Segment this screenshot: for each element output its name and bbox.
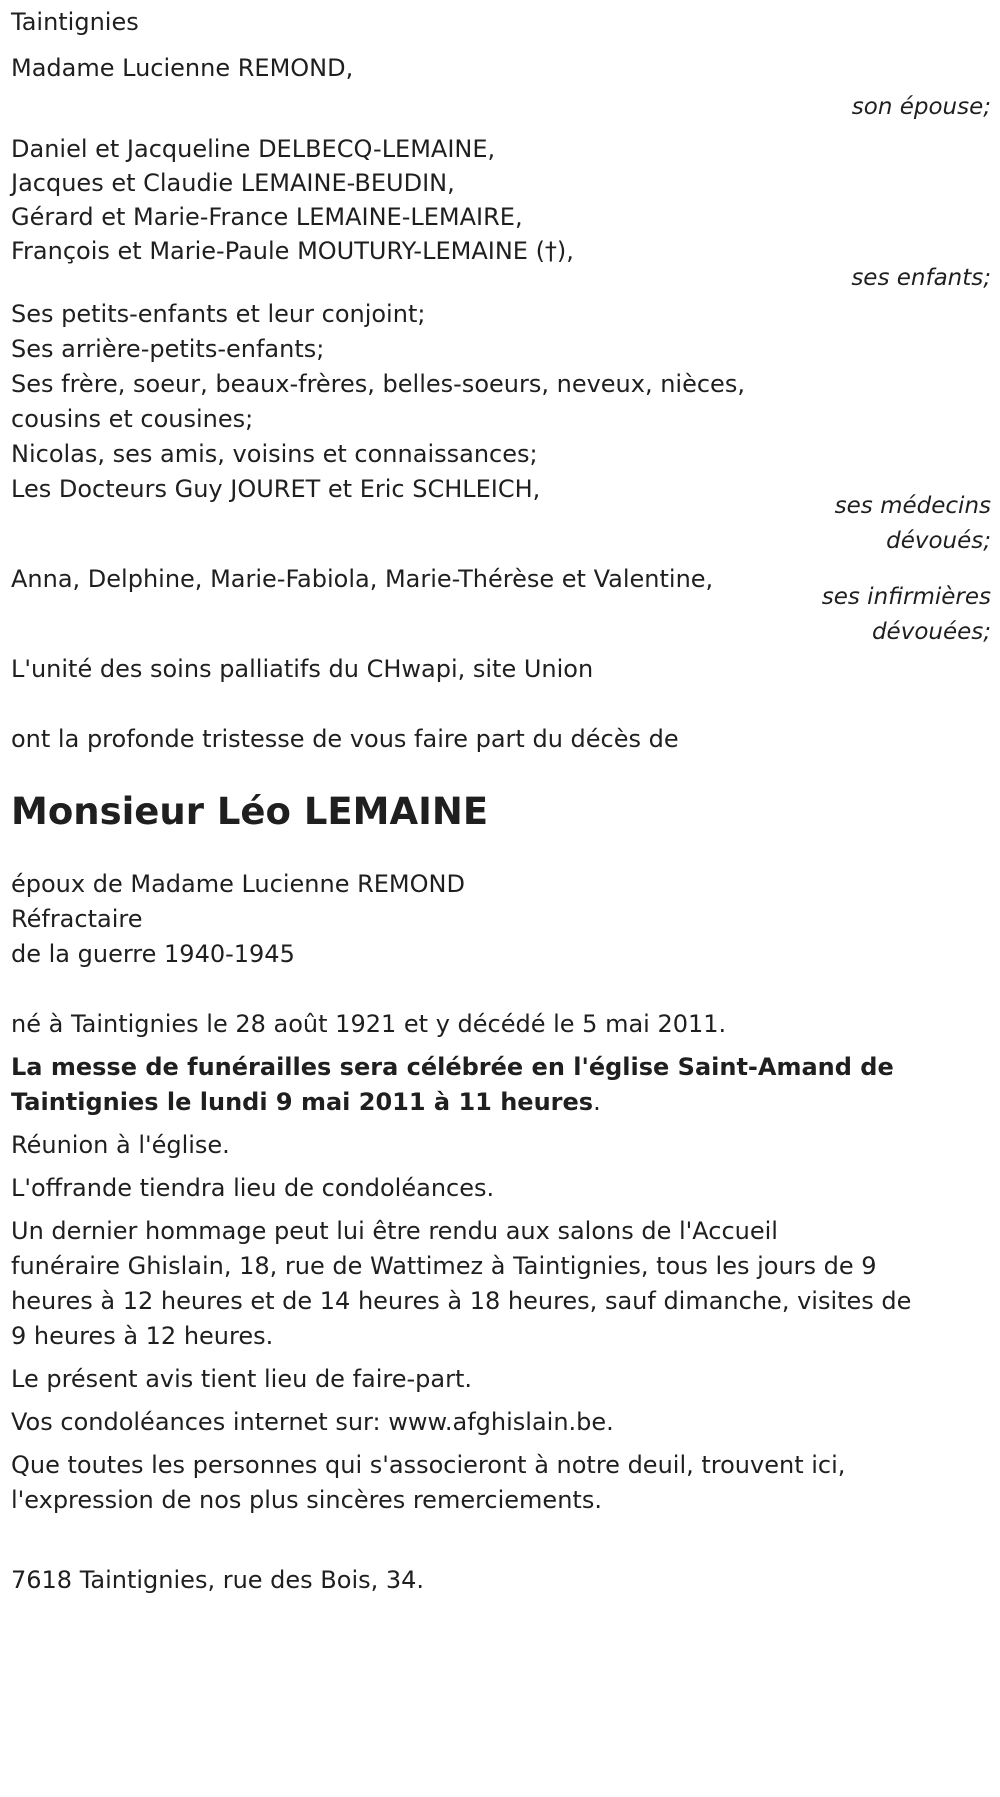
tribute-line: Un dernier hommage peut lui être rendu aux salons de l'Accueil (11, 1217, 778, 1245)
thanks-block (11, 1448, 991, 1518)
spouse-block (11, 48, 991, 132)
funeral-block (11, 1050, 991, 1120)
unit-line: L'unité des soins palliatifs du CHwapi, site Union (11, 655, 594, 683)
children-role: ses enfants; (851, 265, 991, 291)
family-line: Ses petits-enfants et leur conjoint; (11, 300, 426, 328)
tribute-line: heures à 12 heures et de 14 heures à 18 heures, sauf dimanche, visites de (11, 1287, 912, 1315)
tribute-block (11, 1214, 991, 1354)
children-block (11, 132, 991, 297)
family-line: Nicolas, ses amis, voisins et connaissances; (11, 440, 538, 468)
child-line: Gérard et Marie-France LEMAINE-LEMAIRE, (11, 203, 523, 231)
nurses-block (11, 562, 991, 652)
online-condolences-line: Vos condoléances internet sur: www.afghislain.be. (11, 1408, 614, 1436)
funeral-line1: La messe de funérailles sera célébrée en l'église Saint-Amand de (11, 1053, 894, 1081)
funeral-line2 (11, 1085, 991, 1120)
details-block (11, 867, 991, 972)
doctors-line: Les Docteurs Guy JOURET et Eric SCHLEICH, (11, 475, 541, 503)
nurses-role-line2: dévouées; (871, 619, 991, 645)
funeral-period: . (593, 1088, 601, 1116)
thanks-line: l'expression de nos plus sincères remerciements. (11, 1486, 602, 1514)
tribute-line: funéraire Ghislain, 18, rue de Wattimez à Taintignies, tous les jours de 9 (11, 1252, 877, 1280)
doctors-block (11, 472, 991, 562)
funeral-date: Taintignies le lundi 9 mai 2011 à 11 heures (11, 1088, 594, 1116)
village-name: Taintignies (11, 8, 139, 36)
family-line: cousins et cousines; (11, 405, 254, 433)
detail-line: Réfractaire (11, 905, 143, 933)
doctors-role-line2: dévoués; (886, 528, 991, 554)
detail-line: époux de Madame Lucienne REMOND (11, 870, 465, 898)
nurses-role-line1: ses infirmières (821, 584, 991, 610)
nurses-line: Anna, Delphine, Marie-Fabiola, Marie-Thérèse et Valentine, (11, 565, 714, 593)
child-line: Daniel et Jacqueline DELBECQ-LEMAINE, (11, 135, 496, 163)
detail-line: de la guerre 1940-1945 (11, 940, 295, 968)
family-line: Ses arrière-petits-enfants; (11, 335, 325, 363)
tribute-line: 9 heures à 12 heures. (11, 1322, 274, 1350)
notice-line: Le présent avis tient lieu de faire-part. (11, 1365, 473, 1393)
thanks-line: Que toutes les personnes qui s'associeront à notre deuil, trouvent ici, (11, 1451, 846, 1479)
spouse-role: son épouse; (851, 94, 991, 120)
spouse-name: Madame Lucienne REMOND, (11, 54, 354, 82)
address-line: 7618 Taintignies, rue des Bois, 34. (11, 1566, 425, 1594)
child-line: François et Marie-Paule MOUTURY-LEMAINE (†), (11, 237, 574, 265)
announcement-line: ont la profonde tristesse de vous faire part du décès de (11, 725, 679, 753)
deceased-name: Monsieur Léo LEMAINE (11, 790, 489, 833)
doctors-role-line1: ses médecins (834, 493, 991, 519)
obituary-notice (11, 0, 991, 1598)
birth-death-line: né à Taintignies le 28 août 1921 et y décédé le 5 mai 2011. (11, 1010, 727, 1038)
meeting-line: Réunion à l'église. (11, 1131, 230, 1159)
offering-line: L'offrande tiendra lieu de condoléances. (11, 1174, 495, 1202)
family-line: Ses frère, soeur, beaux-frères, belles-soeurs, neveux, nièces, (11, 370, 745, 398)
family-block (11, 297, 991, 472)
child-line: Jacques et Claudie LEMAINE-BEUDIN, (11, 169, 455, 197)
